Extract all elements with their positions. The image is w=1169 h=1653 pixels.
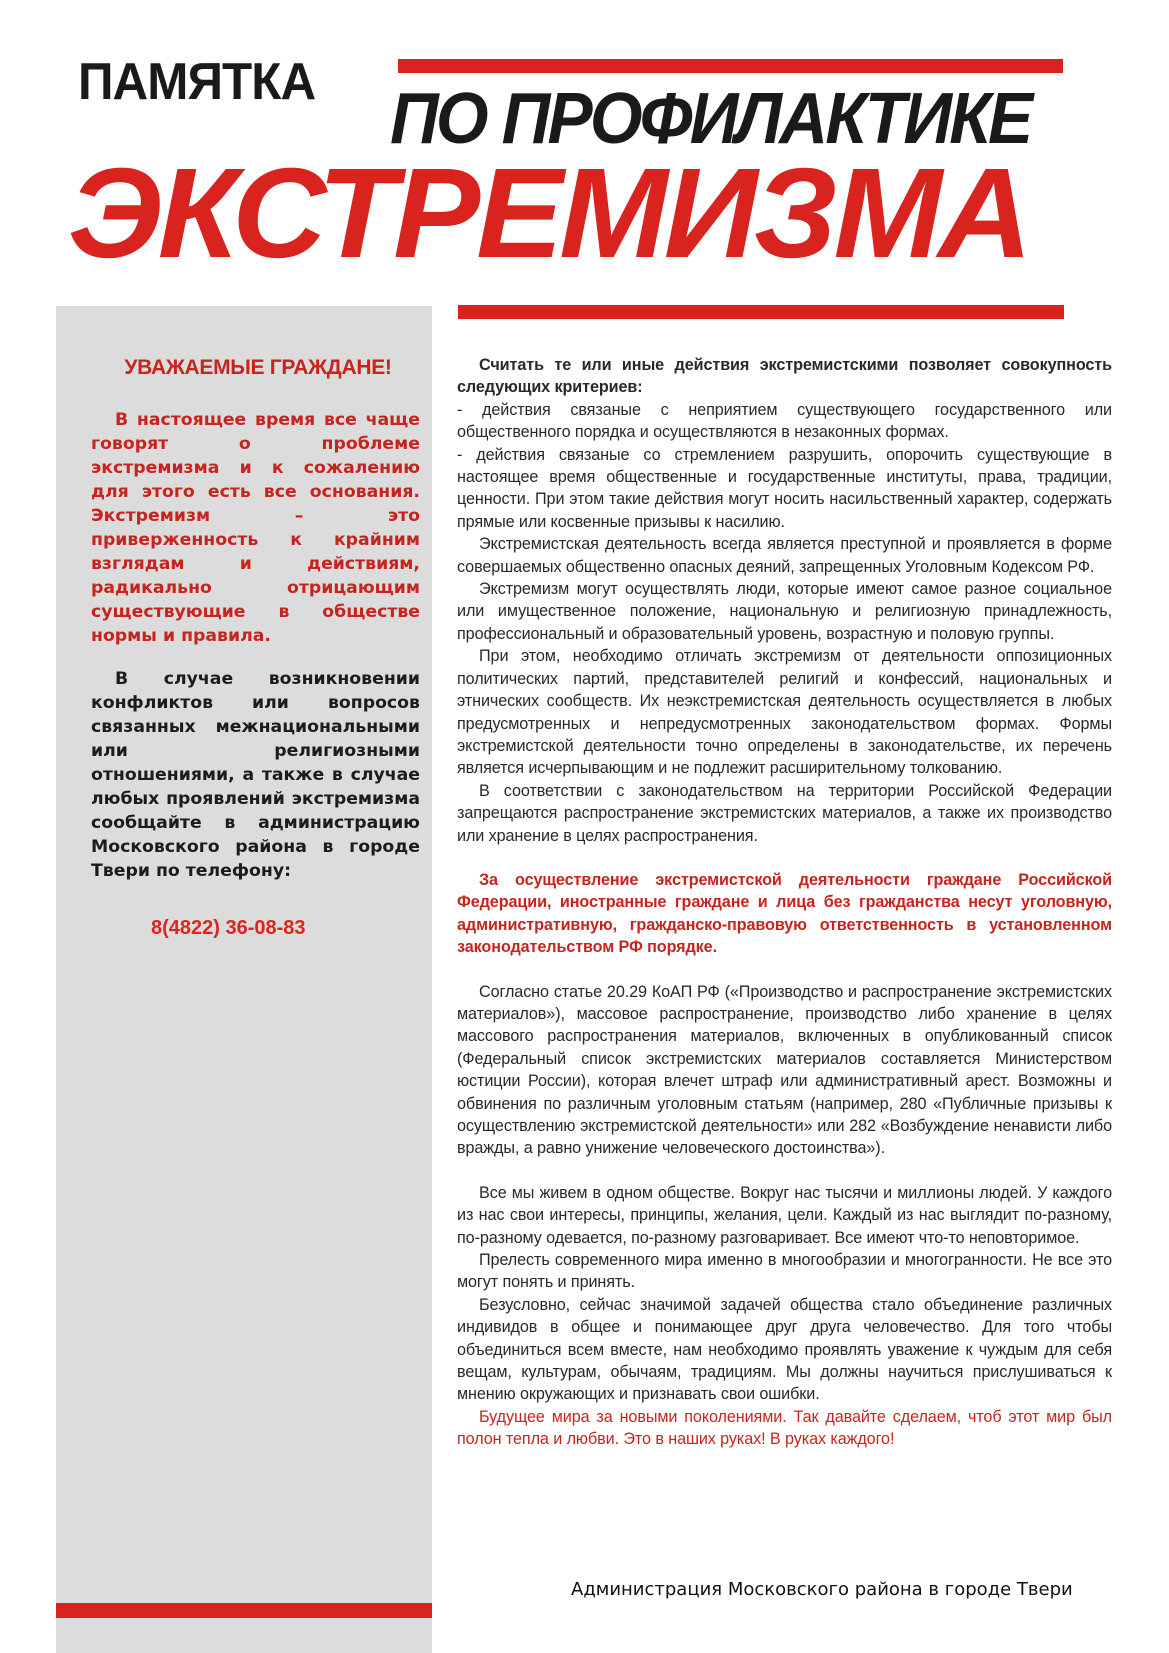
body-paragraph: Прелесть современного мира именно в многообразии и многогранности. Не все это могут понять и принять. [457, 1251, 1112, 1292]
liability-paragraph: За осуществление экстремистской деятельности граждане Российской Федерации, иностранные граждане и лица без гражданства несут уголовную, административную, гражданско-правовую ответственность в установленном законодательством РФ порядке. [457, 870, 1112, 957]
main-text-column [457, 354, 1112, 1451]
spacer [457, 847, 1112, 869]
sidebar-appeal-text: В случае возникновении конфликтов или вопросов связанных межнациональными или религиозными отношениями, а также в случае любых проявлений экстремизма сообщайте [91, 669, 420, 833]
body-paragraph: Безусловно, сейчас значимой задачей общества стало объединение различных индивидов в общее и понимающее друг друга человечество. Для того чтобы объединиться всем вместе, нам необходимо проявлять уважение к чуждым для себя вещам, культурам, обычаям, традициям. Мы должны научиться прислушиваться к мнению окружающих и признавать свои ошибки. [457, 1295, 1112, 1404]
body-paragraph: Все мы живем в одном обществе. Вокруг нас тысячи и миллионы людей. У каждого из нас свои интересы, принципы, желания, цели. Каждый из нас выглядит по-разному, по-разному одевается, по-разному разговаривает. Все имеют что-то неповторимое. [457, 1183, 1112, 1247]
title-ekstremizma: ЭКСТРЕМИЗМА [68, 142, 1029, 285]
body-paragraph: В соответствии с законодательством на территории Российской Федерации запрещаются распространение экстремистских материалов, а также их производство или хранение в целях распространения. [457, 781, 1112, 845]
criteria-intro: Считать те или иные действия экстремистскими позволяет совокупность следующих критериев: [457, 356, 1112, 397]
red-divider-bottom [56, 1603, 432, 1618]
body-paragraph: Экстремистская деятельность всегда является преступной и проявляется в форме совершаемых общественно опасных деяний, запрещенных Уголовным Кодексом РФ. [457, 535, 1112, 576]
title-pamyatka: ПАМЯТКА [78, 53, 316, 111]
signature: Администрация Московского района в городе Твери [571, 1579, 1073, 1600]
spacer [457, 959, 1112, 981]
body-paragraph: Экстремизм могут осуществлять люди, которые имеют самое разное социальное или имущественное положение, национальную и религиозную принадлежность, профессиональный и образовательный уровень, возрастную и половую группы. [457, 580, 1112, 643]
red-divider-middle [458, 305, 1064, 319]
criteria-item: - действия связаные со стремлением разрушить, опорочить существующие в настоящее время общественные и государственные институты, права, традиции, ценности. При этом такие действия могут носить насильственный характер, содержать прямые или косвенные призывы к насилию. [457, 445, 1112, 531]
title-po-profilaktike: ПО ПРОФИЛАКТИКЕ [390, 79, 1031, 159]
criteria-item: - действия связаные с неприятием существующего государственного или общественного порядка и осуществляются в незаконных формах. [457, 400, 1112, 442]
sidebar-contact-text: в администрацию Московского района в городе Твери по телефону: [91, 813, 420, 881]
sidebar-intro: В настоящее время все чаще говорят о проблеме экстремизма и к сожалению для этого есть все основания. Экстремизм – это приверженность к крайним взглядам и действиям, радикально отрицающим существующие в обществе нормы и правила. [91, 410, 420, 646]
spacer [457, 1160, 1112, 1182]
phone-number: 8(4822) 36-08-83 [151, 917, 306, 939]
law-paragraph: Согласно статье 20.29 КоАП РФ («Производство и распространение экстремистских материалов»), массовое распространение, производство либо хранение в целях массового распространения материалов, включенных в опубликованный список (Федеральный список экстремистских материалов составляется Министерством юстиции России), которая влечет штраф или административный арест. Возможны и обвинения по различным уголовным статьям (например, 280 «Публичные призывы к осуществлению экстремистской деятельности» или 282 «Возбуждение ненависти либо вражды, а равно унижение человеческого достоинства»). [457, 982, 1112, 1158]
closing-paragraph: Будущее мира за новыми поколениями. Так давайте сделаем, чтоб этот мир был полон тепла и любви. Это в наших руках! В руках каждого! [457, 1407, 1112, 1449]
red-divider-top [398, 59, 1063, 73]
sidebar-greeting: УВАЖАЕМЫЕ ГРАЖДАНЕ! [124, 356, 392, 379]
body-paragraph: При этом, необходимо отличать экстремизм от деятельности оппозиционных политических партий, представителей религий и конфессий, национальных и этнических сообществ. Их неэкстремистская деятельность осуществляется в любых предусмотренных и непредусмотренных законодательством формах. Формы экстремистской деятельности точно определены в законодательстве, их перечень является исчерпывающим и не подлежит расширительному толкованию. [457, 647, 1112, 778]
sidebar-appeal [91, 667, 420, 883]
